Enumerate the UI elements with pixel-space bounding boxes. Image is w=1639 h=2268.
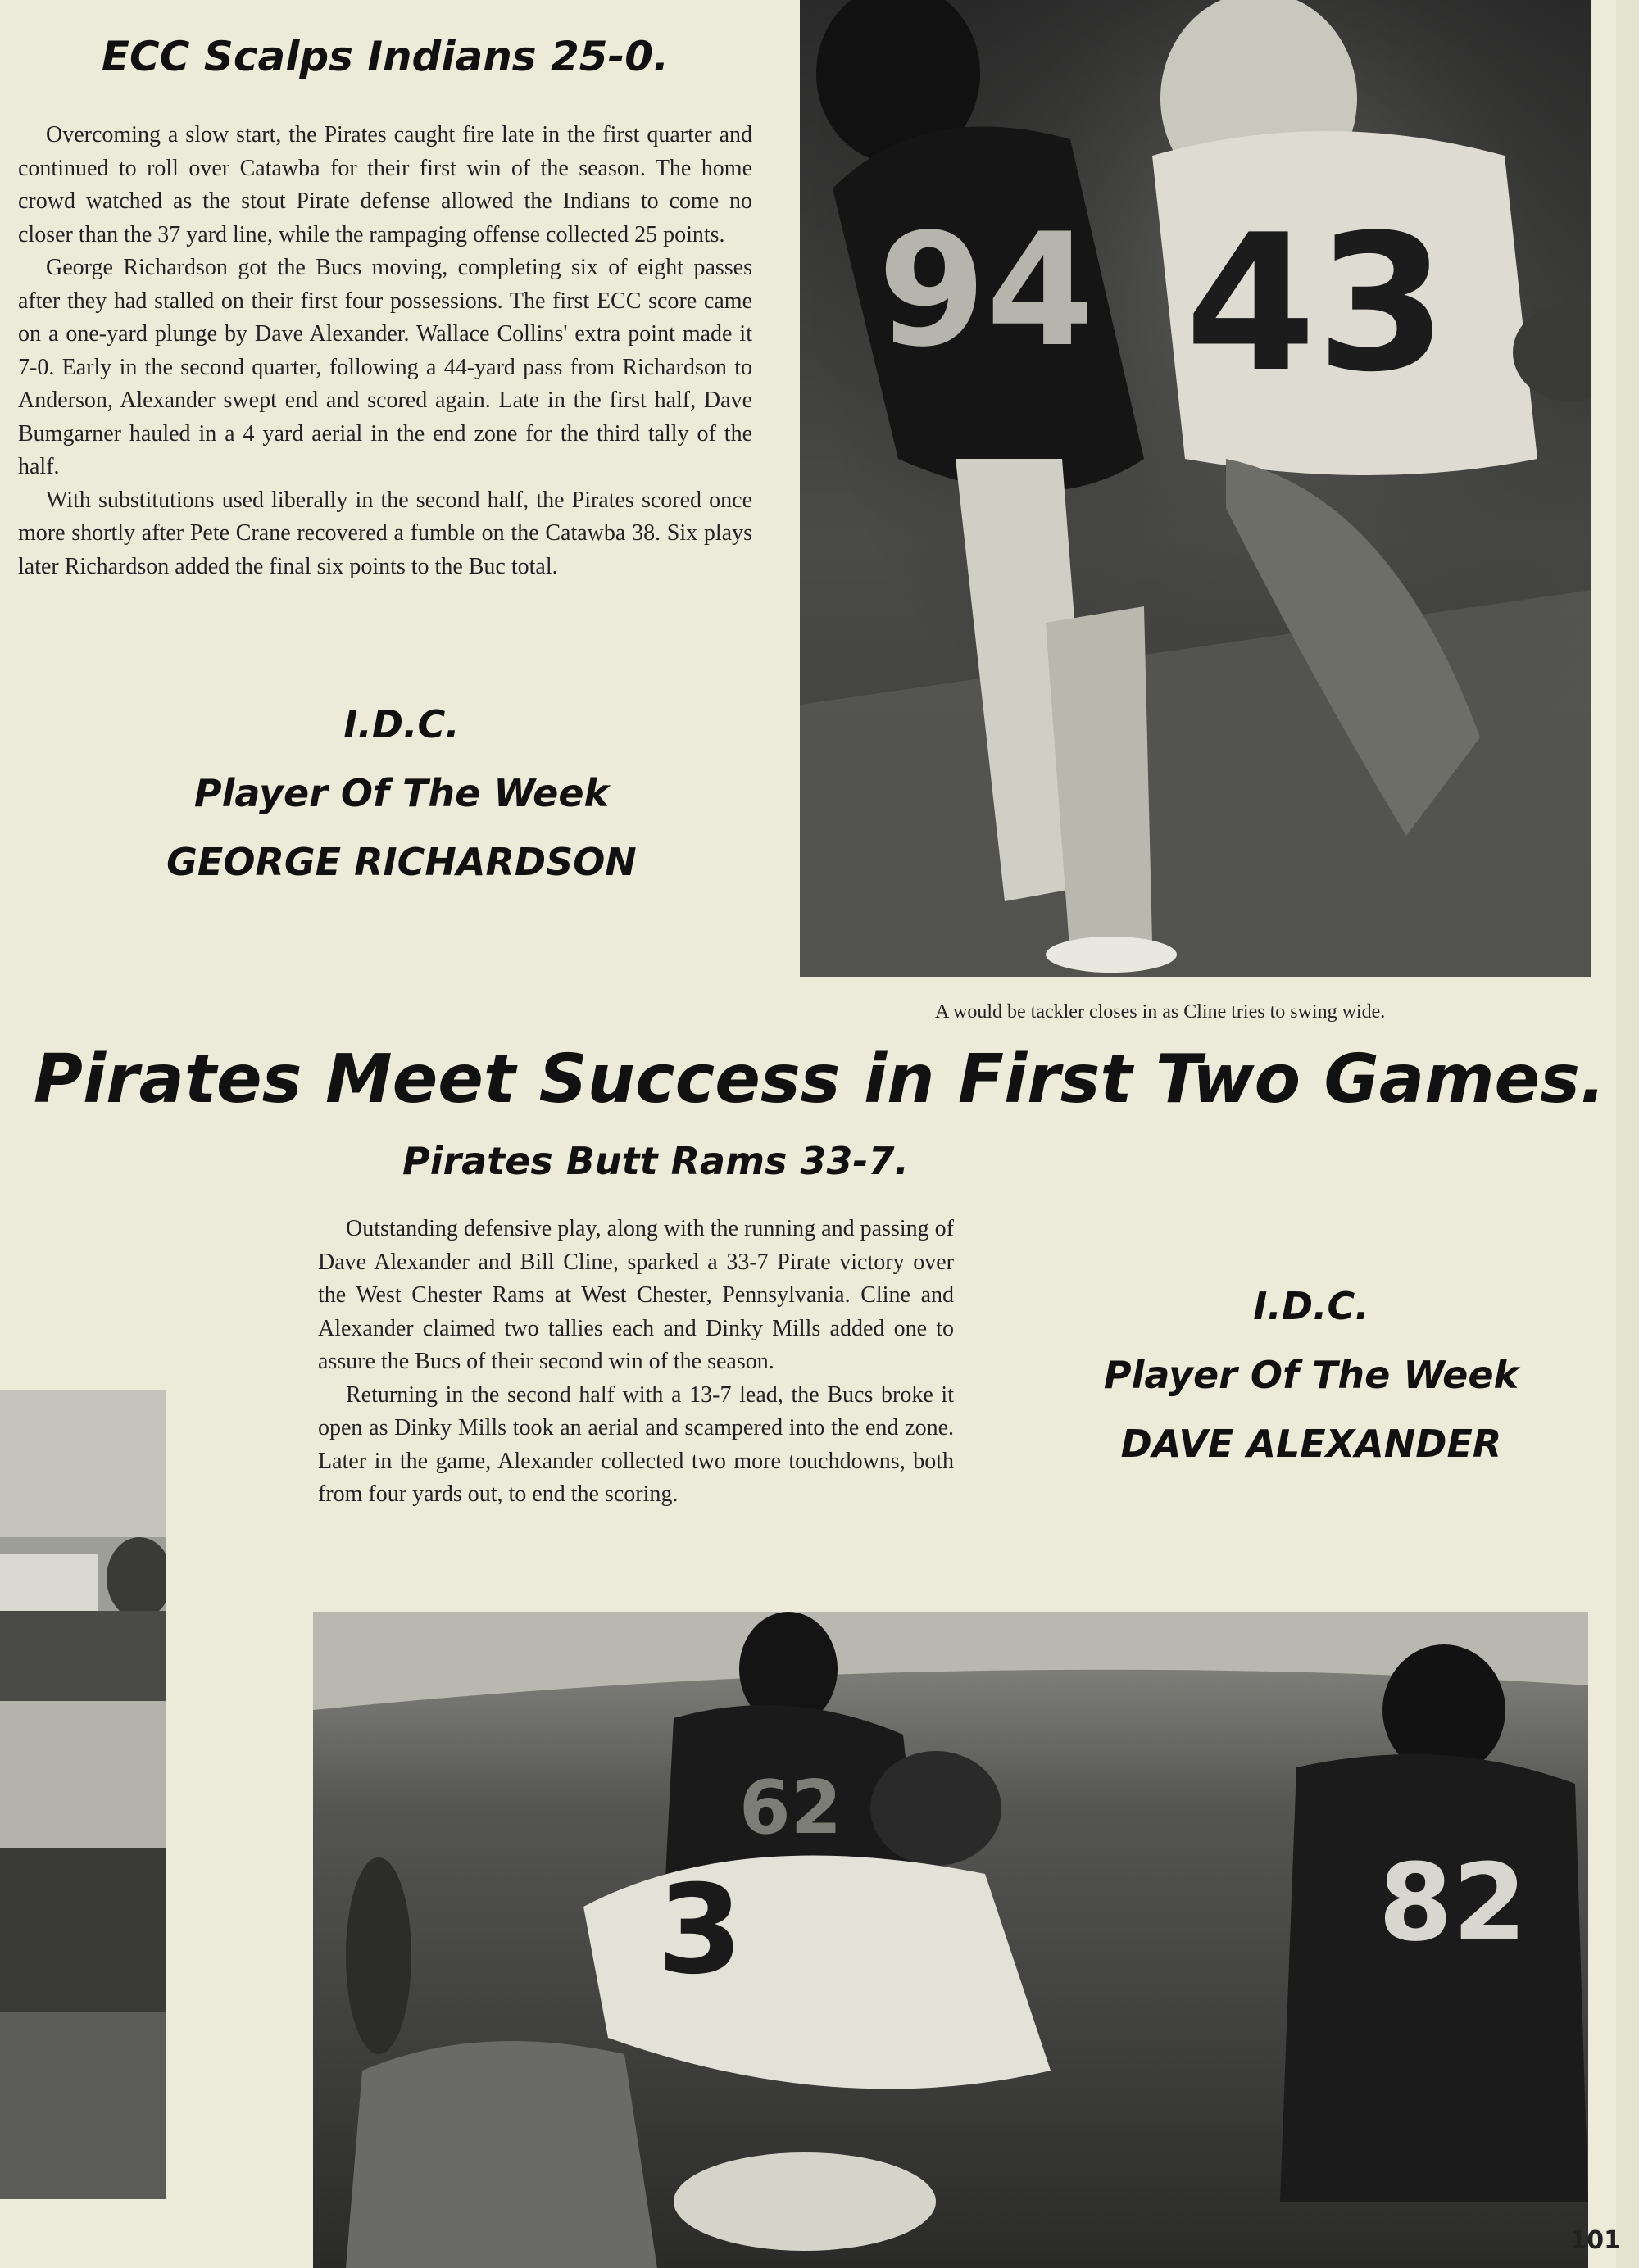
story2-headline: Pirates Butt Rams 33-7. <box>402 1139 909 1183</box>
story1-headline: ECC Scalps Indians 25-0. <box>101 33 670 80</box>
jersey-number: 94 <box>878 200 1095 381</box>
photo-line-play <box>313 1612 1588 2268</box>
story2-paragraph: Outstanding defensive play, along with the running and passing of Dave Alexander and Bill Cline, sparked a 33-7 Pirate victory over the West Chester Rams at West Chester, Pennsylvania. Cline and Alexander claimed two tallies each and Dinky Mills added one to assure the Bucs of their second win of the season. <box>318 1216 954 1374</box>
jersey-number: 62 <box>739 1765 842 1851</box>
story2-paragraph: Returning in the second half with a 13-7 lead, the Bucs broke it open as Dinky Mills took an aerial and scampered into the end zone. Later in the game, Alexander collected two more touchdowns, both from four yards out, to end the scoring. <box>318 1381 954 1507</box>
page-number: 101 <box>1569 2226 1621 2255</box>
story1-paragraph: With substitutions used liberally in the second half, the Pirates scored once more shortly after Pete Crane recovered a fumble on the Catawba 38. Six plays later Richardson added the final six points to the Buc total. <box>18 487 752 579</box>
main-headline: Pirates Meet Success in First Two Games. <box>33 1041 1606 1118</box>
story2-body <box>318 1213 954 1512</box>
award-player: DAVE ALEXANDER <box>1120 1422 1502 1466</box>
award-box-richardson <box>148 690 656 896</box>
story1-paragraph: Overcoming a slow start, the Pirates caught fire late in the first quarter and continued to roll over Catawba for their first win of the season. The home crowd watched as the stout Pirate defense allowed the Indians to come no closer than the 37 yard line, while the rampaging offense collected 25 points. <box>18 122 752 247</box>
story1-body <box>18 119 752 583</box>
photo1-caption: A would be tackler closes in as Cline tries to swing wide. <box>935 1001 1386 1023</box>
photo-stadium-crop <box>0 1390 166 2199</box>
jersey-number: 43 <box>1185 195 1448 414</box>
award-org: I.D.C. <box>1253 1284 1369 1328</box>
award-title: Player Of The Week <box>193 771 610 815</box>
award-org: I.D.C. <box>343 702 460 746</box>
award-title: Player Of The Week <box>1103 1353 1519 1397</box>
jersey-number: 3 <box>657 1859 743 2002</box>
award-player: GEORGE RICHARDSON <box>166 840 637 884</box>
award-box-alexander <box>1057 1272 1565 1478</box>
story1-paragraph: George Richardson got the Bucs moving, completing six of eight passes after they had stalled on their first four possessions. The first ECC score came on a one-yard plunge by Dave Alexander. Wallace Collins' extra point made it 7-0. Early in the second quarter, following a 44-yard pass from Richardson to Anderson, Alexander swept end and scored again. Late in the first half, Dave Bumgarner hauled in a 4 yard aerial in the end zone for the third tally of the half. <box>18 255 752 479</box>
jersey-number: 82 <box>1378 1840 1527 1965</box>
photo-cline-run <box>800 0 1591 977</box>
page-edge <box>1616 0 1639 2268</box>
